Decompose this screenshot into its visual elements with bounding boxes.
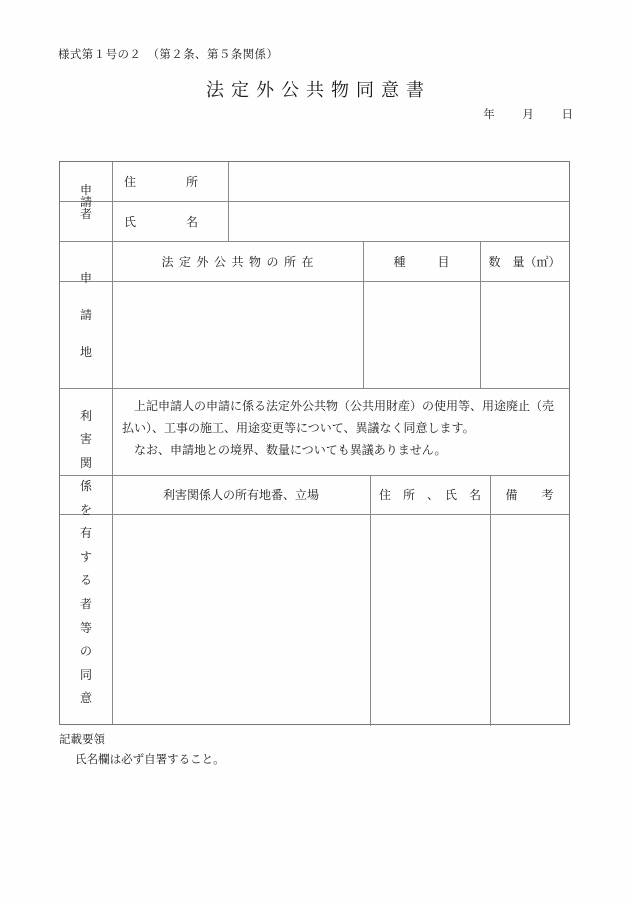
consent-label-char-9: 者 bbox=[79, 597, 92, 612]
applicant-label-char-3: 者 bbox=[79, 206, 92, 221]
consent-paragraph-1: 上記申請人の申請に係る法定外公共物（公共用財産）の使用等、用途廃止（売払い）、工事の施工、用途変更等について、異議なく同意します。 bbox=[122, 399, 555, 436]
consent-paragraph-2: なお、申請地との境界、数量についても異議ありません。 bbox=[134, 443, 447, 458]
consent-label-char-7: す bbox=[79, 549, 92, 564]
consent-parcel-value[interactable] bbox=[112, 514, 370, 726]
site-quantity-value[interactable] bbox=[480, 281, 569, 388]
consent-remarks-header-char-2: 考 bbox=[541, 488, 554, 502]
applicant-name-value[interactable] bbox=[228, 201, 569, 241]
footer-note-heading: 記載要領 bbox=[59, 732, 105, 746]
consent-remarks-header bbox=[490, 475, 569, 514]
applicant-address-value[interactable] bbox=[228, 162, 569, 201]
site-label-char-3: 地 bbox=[79, 344, 92, 359]
consent-label-char-2: 害 bbox=[79, 432, 92, 447]
applicant-name-label-char-1: 氏 bbox=[124, 214, 137, 229]
site-category-header bbox=[363, 241, 480, 281]
consent-label-char-3: 関 bbox=[79, 455, 92, 470]
site-quantity-header: 数 量（㎡） bbox=[488, 254, 561, 269]
site-category-header-char-2: 目 bbox=[437, 254, 450, 269]
site-category-value[interactable] bbox=[363, 281, 480, 388]
consent-label-char-5: を bbox=[79, 502, 92, 517]
applicant-label-char-1: 申 bbox=[79, 182, 92, 197]
date-month-label: 月 bbox=[522, 107, 535, 121]
site-vertical-label bbox=[60, 241, 112, 388]
consent-vertical-label bbox=[60, 388, 112, 726]
site-label-char-1: 申 bbox=[79, 270, 92, 285]
consent-statement bbox=[112, 388, 569, 475]
consent-remarks-header-char-1: 備 bbox=[505, 488, 518, 502]
consent-label-char-6: 有 bbox=[79, 526, 92, 541]
site-category-header-char-1: 種 bbox=[393, 254, 406, 269]
consent-label-char-8: る bbox=[79, 573, 92, 588]
site-label-char-2: 請 bbox=[79, 307, 92, 322]
site-location-header-text: 法定外公共物の所在 bbox=[161, 254, 319, 269]
form-number: 様式第１号の２ （第２条、第５条関係） bbox=[58, 47, 279, 61]
consent-addressname-header: 住 所 、 氏 名 bbox=[378, 488, 481, 502]
site-location-value[interactable] bbox=[112, 281, 363, 388]
footer-notes bbox=[59, 729, 225, 769]
applicant-name-label bbox=[112, 201, 228, 241]
applicant-name-label-char-2: 名 bbox=[185, 214, 198, 229]
applicant-address-label-char-2: 所 bbox=[185, 175, 198, 189]
footer-note-body: 氏名欄は必ず自署すること。 bbox=[75, 752, 225, 767]
applicant-address-label bbox=[112, 162, 228, 201]
applicant-address-label-char-1: 住 bbox=[124, 175, 137, 189]
consent-label-char-1: 利 bbox=[79, 408, 92, 423]
consent-label-char-4: 係 bbox=[79, 479, 92, 494]
date-day-label: 日 bbox=[561, 107, 574, 121]
document-title: 法定外公共物同意書 bbox=[206, 80, 431, 101]
consent-parcel-header: 利害関係人の所有地番、立場 bbox=[162, 488, 319, 502]
site-location-header bbox=[112, 241, 363, 281]
date-year-label: 年 bbox=[483, 107, 496, 121]
consent-label-char-12: 同 bbox=[79, 667, 92, 682]
consent-addressname-value[interactable] bbox=[370, 514, 490, 726]
consent-label-char-10: 等 bbox=[79, 620, 92, 635]
consent-remarks-value[interactable] bbox=[490, 514, 569, 726]
consent-label-char-13: 意 bbox=[79, 691, 92, 706]
consent-label-char-11: の bbox=[79, 644, 92, 659]
date-line bbox=[483, 106, 574, 122]
applicant-vertical-label bbox=[60, 162, 112, 241]
form-table bbox=[59, 161, 570, 725]
applicant-label-char-2: 請 bbox=[79, 194, 92, 209]
